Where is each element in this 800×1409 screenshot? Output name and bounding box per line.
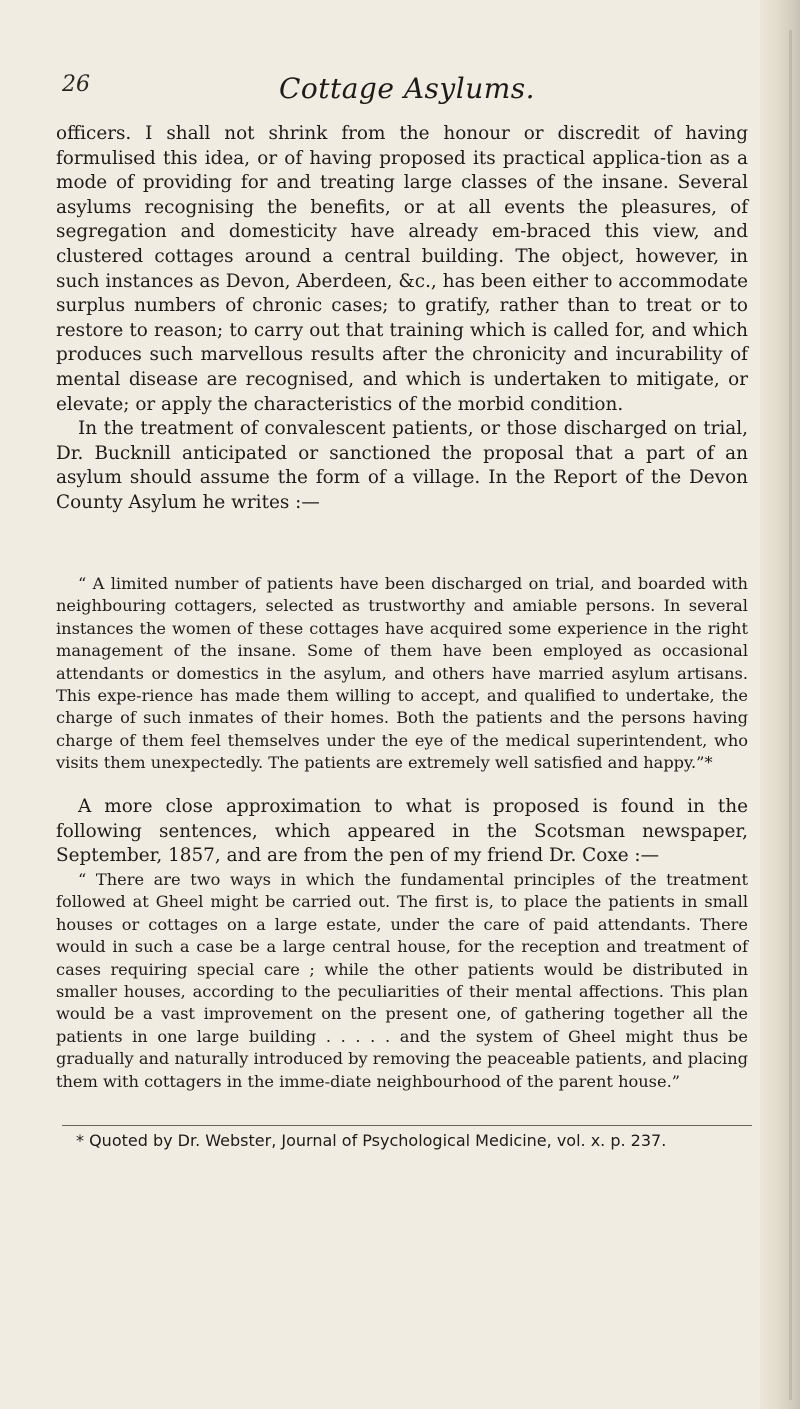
- page-number: 26: [62, 72, 90, 97]
- quotation-1-text: “ A limited number of patients have been discharged on trial, and boarded with neighbouring cottagers, selected as trustworthy and amiable persons. In several instances the women of these cottages have acquired some experience in the right management of the insane. Some of them have been employed as occasional attendants or domestics in the asylum, and others have married asylum artisans. This expe-rience has made them willing to accept, and qualified to undertake, the charge of such inmates of their homes. Both the patients and the persons having charge of them feel themselves under the eye of the medical superintendent, who visits them unexpectedly. The patients are extremely well satisfied and happy.”*: [56, 574, 748, 773]
- quotation-2-text: “ There are two ways in which the fundamental principles of the treatment followed at Gheel might be carried out. The first is, to place the patients in small houses or cottages on a large estate, under the care of paid attendants. There would in such a case be a large central house, for the reception and treatment of cases requiring special care ; while the other patients would be distributed in smaller houses, according to the peculiarities of their mental affections. This plan would be a vast improvement on the present one, of gathering together all the patients in one large building . . . . . and the system of Gheel might thus be gradually and naturally introduced by removing the peaceable patients, and placing them with cottagers in the imme-diate neighbourhood of the parent house.”: [56, 870, 748, 1091]
- footnote-divider: [62, 1125, 752, 1126]
- page-header: [62, 72, 752, 112]
- paragraph-1: officers. I shall not shrink from the honour or discredit of having formulised this idea, or of having proposed its practical applica-tion as a mode of providing for and treating large classes of the insane. Several asylums recognising the benefits, or at all events the pleasures, of segregation and domesticity have already em-braced this view, and clustered cottages around a central building. The object, however, in such instances as Devon, Aberdeen, &c., has been either to accommodate surplus numbers of chronic cases; to gratify, rather than to treat or to restore to reason; to carry out that training which is called for, and which produces such marvellous results after the chronicity and incurability of mental disease are recognised, and which is undertaken to mitigate, or elevate; or apply the characteristics of the morbid condition.: [56, 123, 748, 415]
- running-title: Cottage Asylums.: [278, 72, 536, 105]
- paragraph-3: A more close approximation to what is proposed is found in the following sentences, which appeared in the Scotsman newspaper, September, 1857, and are from the pen of my friend Dr. Coxe :—: [56, 796, 748, 867]
- page-edge: [760, 0, 800, 1409]
- paragraph-3-block: [56, 795, 748, 869]
- quotation-scotsman: [56, 869, 748, 1093]
- main-text: [56, 122, 748, 516]
- paragraph-2: In the treatment of convalescent patients, or those discharged on trial, Dr. Bucknill anticipated or sanctioned the proposal that a part of an asylum should assume the form of a village. In the Report of the Devon County Asylum he writes :—: [56, 418, 748, 513]
- page-edge-shadow: [789, 30, 792, 1400]
- footnote: * Quoted by Dr. Webster, Journal of Psychological Medicine, vol. x. p. 237.: [76, 1131, 667, 1150]
- quotation-devon-report: [56, 573, 748, 775]
